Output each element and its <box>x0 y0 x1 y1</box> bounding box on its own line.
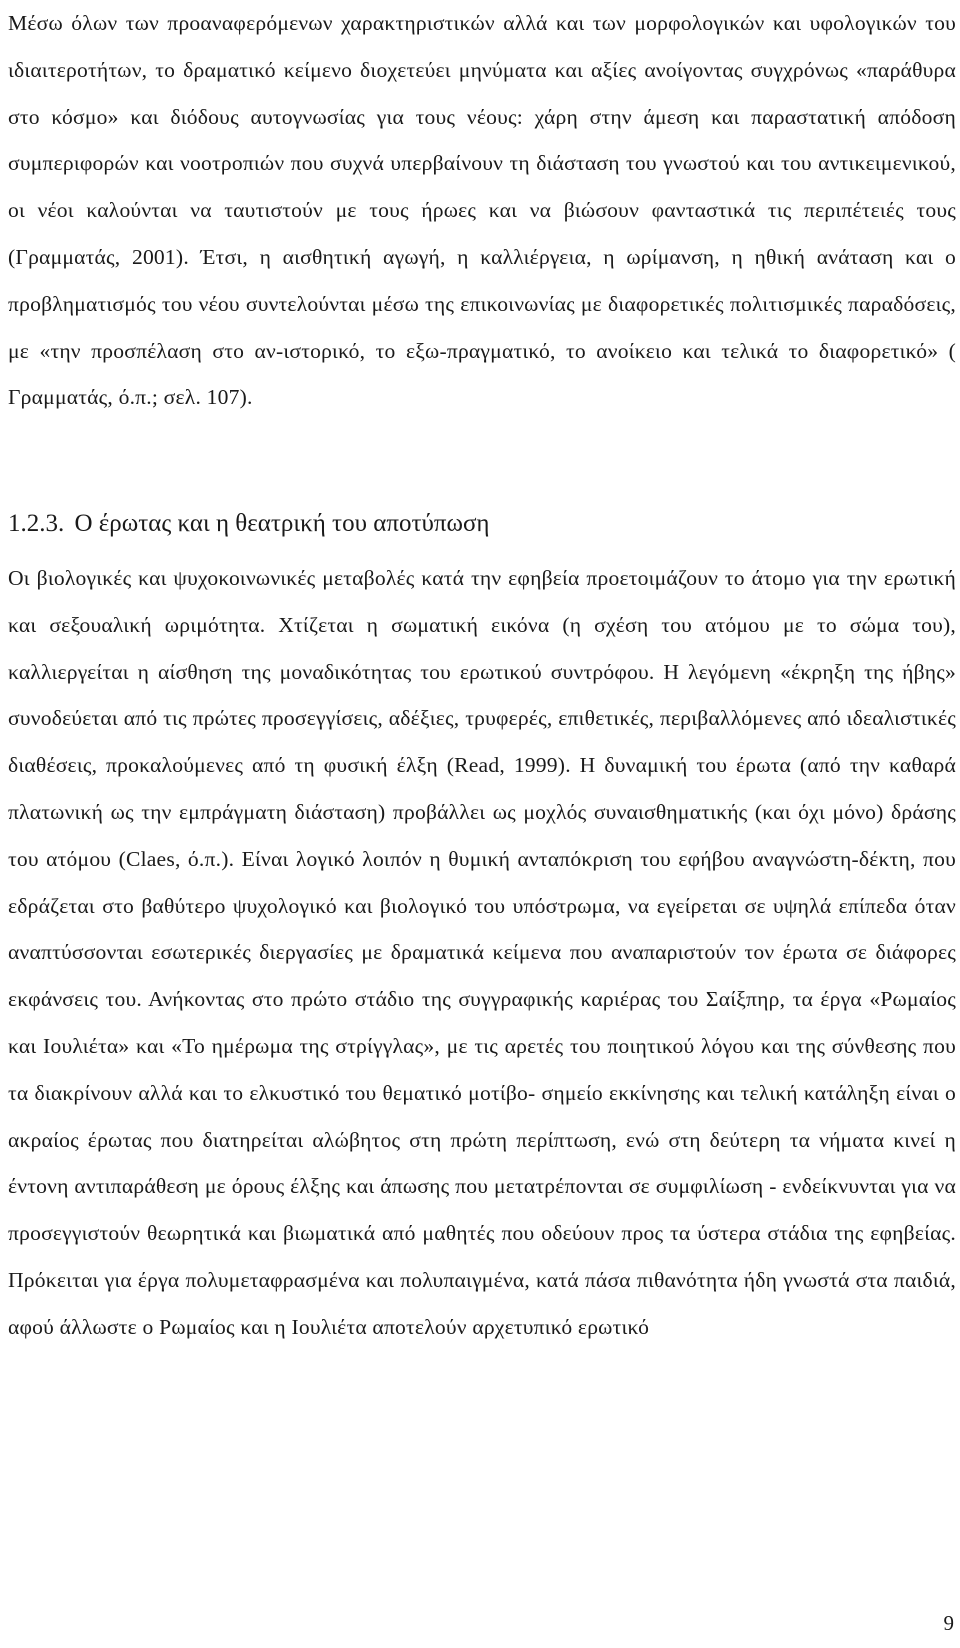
page-number: 9 <box>943 1611 954 1635</box>
body-paragraph-section: Οι βιολογικές και ψυχοκοινωνικές μεταβολές κατά την εφηβεία προετοιμάζουν το άτομο για την ερωτική και σεξουαλική ωριμότητα. Χτίζεται η σωματική εικόνα (η σχέση του ατόμου με το σώμα του), καλλιεργείται η αίσθηση της μοναδικότητας του ερωτικού συντρόφου. Η λεγόμενη «έκρηξη της ήβης» συνοδεύεται από τις πρώτες προσεγγίσεις, αδέξιες, τρυφερές, επιθετικές, περιβαλλόμενες από ιδεαλιστικές διαθέσεις, προκαλούμενες από τη φυσική έλξη (Read, 1999). Η δυναμική του έρωτα (από την καθαρά πλατωνική ως την εμπράγματη διάσταση) προβάλλει ως μοχλός συναισθηματικής (και όχι μόνο) δράσης του ατόμου (Claes, ό.π.). Είναι λογικό λοιπόν η θυμική ανταπόκριση του εφήβου αναγνώστη-δέκτη, που εδράζεται στο βαθύτερο ψυχολογικό και βιολογικό του υπόστρωμα, να εγείρεται σε υψηλά επίπεδα όταν αναπτύσσονται εσωτερικές διεργασίες με δραματικά κείμενα που αναπαριστούν τον έρωτα σε διάφορες εκφάνσεις του. Ανήκοντας στο πρώτο στάδιο της συγγραφικής καριέρας του Σαίξπηρ, τα έργα «Ρωμαίος και Ιουλιέτα» και «Το ημέρωμα της στρίγγλας», με τις αρετές του ποιητικού λόγου και της σύνθεσης που τα διακρίνουν αλλά και το ελκυστικό του θεματικό μοτίβο- σημείο εκκίνησης και τελική κατάληξη είναι ο ακραίος έρωτας που διατηρείται αλώβητος στη πρώτη περίπτωση, ενώ στη δεύτερη τα νήματα κινεί η έντονη αντιπαράθεση με όρους έλξης και άπωσης που μετατρέπονται σε συμφιλίωση - ενδείκνυνται για να προσεγγιστούν θεωρητικά και βιωματικά από μαθητές που οδεύουν προς τα ύστερα στάδια της εφηβείας. Πρόκειται για έργα πολυμεταφρασμένα και πολυπαιγμένα, κατά πάσα πιθανότητα ήδη γνωστά στα παιδιά, αφού άλλωστε ο Ρωμαίος και η Ιουλιέτα αποτελούν αρχετυπικό ερωτικό <box>8 566 956 1339</box>
section-heading <box>8 504 956 544</box>
section-title: Ο έρωτας και η θεατρική του αποτύπωση <box>74 510 490 537</box>
section-number: 1.2.3. <box>8 510 65 537</box>
body-paragraph-intro: Μέσω όλων των προαναφερόμενων χαρακτηριστικών αλλά και των μορφολογικών και υφολογικών του ιδιαιτεροτήτων, το δραματικό κείμενο διοχετεύει μηνύματα και αξίες ανοίγοντας συγχρόνως «παράθυρα στο κόσμο» και διόδους αυτογνωσίας για τους νέους: χάρη στην άμεση και παραστατική απόδοση συμπεριφορών και νοοτροπιών που συχνά υπερβαίνουν τη διάσταση του γνωστού και του αντικειμενικού, οι νέοι καλούνται να ταυτιστούν με τους ήρωες και να βιώσουν φανταστικά τις περιπέτειές τους (Γραμματάς, 2001). Έτσι, η αισθητική αγωγή, η καλλιέργεια, η ωρίμανση, η ηθική ανάταση και ο προβληματισμός του νέου συντελούνται μέσω της επικοινωνίας με διαφορετικές πολιτισμικές παραδόσεις, με «την προσπέλαση στο αν-ιστορικό, το εξω-πραγματικό, το ανοίκειο και τελικά το διαφορετικό» ( Γραμματάς, ό.π.; σελ. 107). <box>8 11 956 410</box>
